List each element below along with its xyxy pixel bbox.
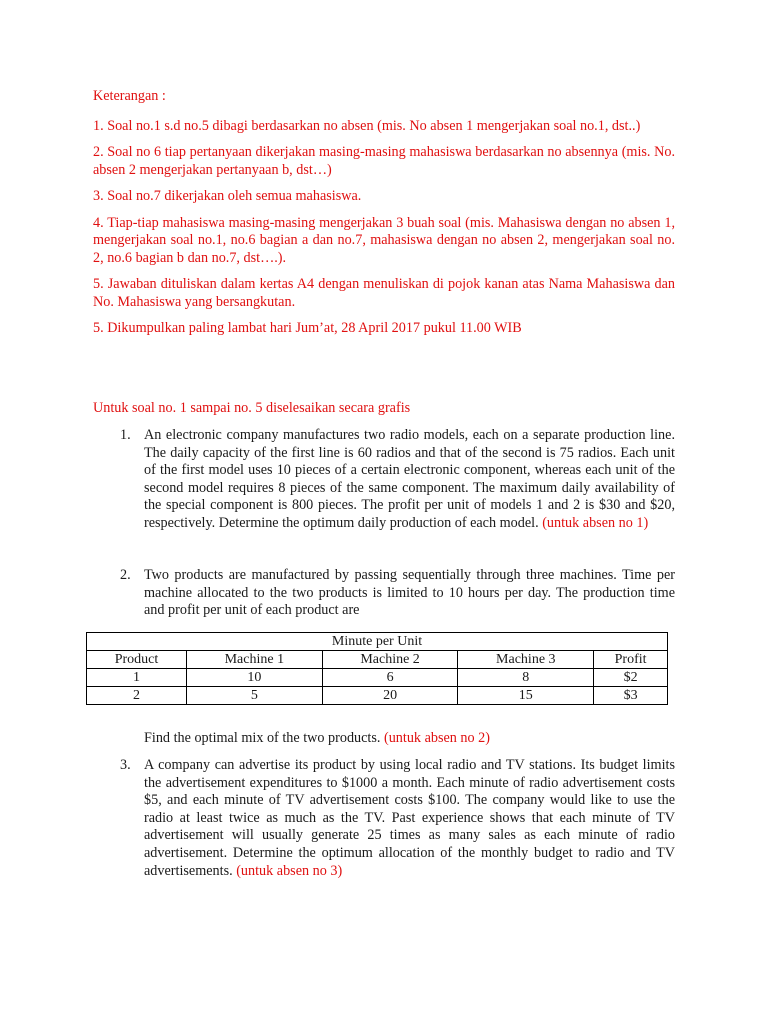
table-cell: 2 (87, 687, 187, 705)
question-3 (120, 757, 675, 880)
question-2 (120, 567, 675, 620)
question-text: A company can advertise its product by using local radio and TV stations. Its budget limits the advertisement expenditures to $1000 a month. Each minute of radio advertisement costs $5, and each minute of TV advertisement costs $100. The company would like to use the radio at least twice as much as the TV. Past experience shows that each minute of TV advertisement will usually generate 25 times as many sales as each minute of radio advertisement. Determine the optimum allocation of the monthly budget to radio and TV advertisements. (144, 757, 675, 879)
note-item: 5. Jawaban dituliskan dalam kertas A4 dengan menuliskan di pojok kanan atas Nama Mahasiswa dan No. Mahasiswa yang bersangkutan. (93, 276, 675, 310)
table-cell: $2 (594, 669, 668, 687)
table-header: Machine 2 (322, 651, 458, 669)
absen-note: (untuk absen no 3) (236, 862, 343, 879)
question-body (144, 757, 675, 880)
q2-followup (144, 729, 490, 747)
absen-note: (untuk absen no 1) (542, 514, 649, 531)
table-caption-row (87, 633, 668, 651)
table-header-row (87, 651, 668, 669)
question-1 (120, 427, 675, 533)
table-cell: 1 (87, 669, 187, 687)
question-number: 3. (120, 757, 131, 773)
question-text: Two products are manufactured by passing sequentially through three machines. Time per machine allocated to the two products is limited to 10 hours per day. The production time and profit per unit of each product are (144, 567, 675, 619)
absen-note: (untuk absen no 2) (383, 730, 490, 746)
question-body (144, 427, 675, 533)
table-cell: 5 (187, 687, 323, 705)
table-cell: 6 (322, 669, 458, 687)
table-header: Product (87, 651, 187, 669)
notes-heading: Keterangan : (93, 88, 166, 104)
table-row (87, 669, 668, 687)
note-item: 1. Soal no.1 s.d no.5 dibagi berdasarkan no absen (mis. No absen 1 mengerjakan soal no.1, dst..) (93, 117, 641, 134)
note-item: 3. Soal no.7 dikerjakan oleh semua mahasiswa. (93, 188, 362, 204)
table-caption: Minute per Unit (87, 633, 668, 651)
table-header: Machine 3 (458, 651, 594, 669)
minute-per-unit-table (86, 632, 668, 705)
table-header: Profit (594, 651, 668, 669)
table-cell: 8 (458, 669, 594, 687)
table-row (87, 687, 668, 705)
note-item: 4. Tiap-tiap mahasiswa masing-masing mengerjakan 3 buah soal (mis. Mahasiswa dengan no absen 1, mengerjakan soal no.1, no.6 bagian a dan no.7, mahasiswa dengan no absen 2, mengerjakan soal no. 2, no.6 bagian b dan no.7, dst….). (93, 214, 675, 266)
table-cell: 15 (458, 687, 594, 705)
table-cell: 10 (187, 669, 323, 687)
question-number: 1. (120, 427, 131, 443)
table-cell: $3 (594, 687, 668, 705)
question-body (144, 567, 675, 620)
question-number: 2. (120, 567, 131, 583)
note-item: 5. Dikumpulkan paling lambat hari Jum’at, 28 April 2017 pukul 11.00 WIB (93, 320, 522, 336)
followup-text: Find the optimal mix of the two products. (144, 730, 381, 746)
table-header: Machine 1 (187, 651, 323, 669)
question-text: An electronic company manufactures two radio models, each on a separate production line. The daily capacity of the first line is 60 radios and that of the second is 75 radios. Each unit of the first model uses 10 pieces of a certain electronic component, whereas each unit of the second model requires 8 pieces of the same component. The maximum daily availability of the special component is 800 pieces. The profit per unit of models 1 and 2 is $30 and $20, respectively. Determine the optimum daily production of each model. (144, 427, 675, 531)
section-title: Untuk soal no. 1 sampai no. 5 diselesaikan secara grafis (93, 400, 411, 416)
note-item: 2. Soal no 6 tiap pertanyaan dikerjakan masing-masing mahasiswa berdasarkan no absennya (mis. No. absen 2 mengerjakan pertanyaan b, dst…) (93, 144, 675, 178)
table-cell: 20 (322, 687, 458, 705)
notes-section (93, 88, 675, 347)
